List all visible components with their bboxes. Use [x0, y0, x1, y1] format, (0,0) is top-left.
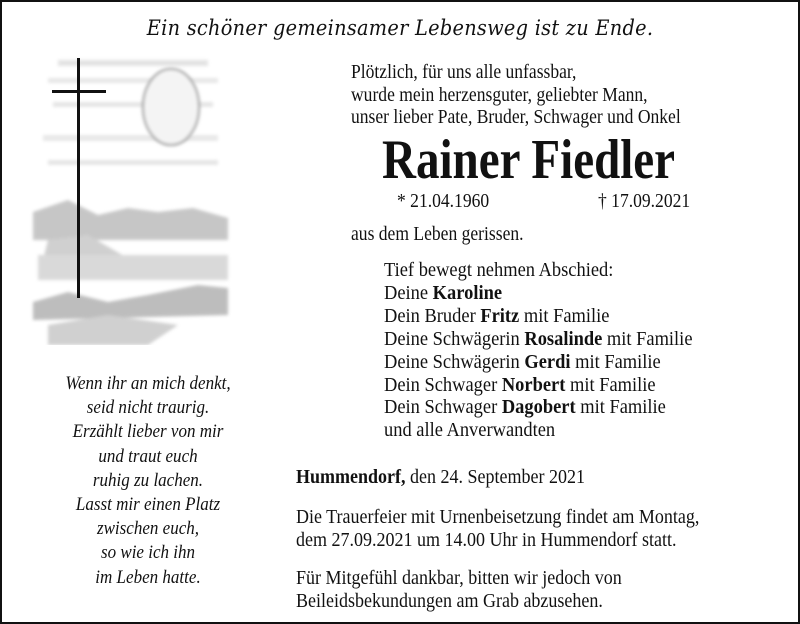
poem-line: Lasst mir einen Platz [75, 495, 221, 516]
mourner-name: Fritz [480, 304, 520, 327]
mourner-relation: Dein Bruder [384, 304, 481, 327]
poem [38, 372, 259, 590]
mourner-relation: Deine [384, 281, 433, 304]
deceased-name: Rainer Fiedler [382, 129, 676, 191]
mourner-line [384, 305, 693, 328]
mourner-relation: mit Familie [519, 304, 610, 327]
ceremony-line: Die Trauerfeier mit Urnenbeisetzung findet am Montag, [296, 506, 700, 528]
poem-line: zwischen euch, [96, 519, 200, 540]
ceremony-line: dem 27.09.2021 um 14.00 Uhr in Hummendorf statt. [296, 528, 677, 551]
poem-line: und traut euch [98, 446, 198, 467]
place-name: Hummendorf, [296, 466, 406, 488]
poem-line: ruhig zu lachen. [92, 470, 204, 491]
outro-text: aus dem Leben gerissen. [351, 224, 524, 245]
request-line: Beileidsbekundungen am Grab abzusehen. [296, 589, 603, 612]
mourner-line [384, 396, 693, 419]
date-text: den 24. September 2021 [405, 466, 585, 488]
mourner-line [384, 374, 693, 397]
mourner-line [384, 282, 693, 305]
mourner-relation: Dein Schwager [384, 396, 502, 419]
mourner-relation: Deine Schwägerin [384, 327, 525, 350]
poem-line: Wenn ihr an mich denkt, [65, 374, 231, 394]
request-line: Für Mitgefühl dankbar, bitten wir jedoch von [296, 567, 622, 589]
intro-line: Plötzlich, für uns alle unfassbar, [351, 62, 577, 83]
intro-line: unser lieber Pate, Bruder, Schwager und Onkel [351, 107, 681, 128]
ceremony-text [296, 506, 699, 551]
mourners-block [384, 259, 693, 442]
mourner-name: Norbert [501, 373, 566, 396]
request-text [296, 567, 622, 612]
mourners-heading: Tief bewegt nehmen Abschied: [384, 259, 614, 281]
mourners-closing: und alle Anverwandten [384, 419, 556, 442]
poem-line: seid nicht traurig. [86, 398, 210, 419]
poem-line: Erzählt lieber von mir [72, 422, 224, 443]
mourner-relation: mit Familie [602, 327, 693, 350]
mourner-line [384, 351, 693, 374]
birth-date: * 21.04.1960 [397, 191, 490, 212]
mourner-name: Karoline [432, 281, 503, 304]
poem-line: im Leben hatte. [95, 567, 201, 588]
header-quote: Ein schöner gemeinsamer Lebensweg ist zu Ende. [146, 16, 654, 40]
intro-text [351, 62, 681, 130]
mourner-name: Gerdi [524, 350, 571, 373]
poem-line: so wie ich ihn [100, 543, 196, 564]
mourner-relation: mit Familie [575, 396, 666, 419]
moon-icon [143, 69, 199, 145]
mourner-relation: Deine Schwägerin [384, 350, 525, 373]
mourner-relation: mit Familie [570, 350, 661, 373]
intro-line: wurde mein herzensguter, geliebter Mann, [351, 84, 648, 106]
landscape-cross-illustration [28, 40, 238, 345]
mourner-name: Dagobert [501, 396, 576, 419]
mourner-relation: Dein Schwager [384, 373, 502, 396]
mourner-relation: mit Familie [565, 373, 656, 396]
mourner-line [384, 328, 693, 351]
place-date [296, 466, 585, 489]
death-date: † 17.09.2021 [598, 191, 691, 212]
mourner-name: Rosalinde [524, 327, 603, 350]
